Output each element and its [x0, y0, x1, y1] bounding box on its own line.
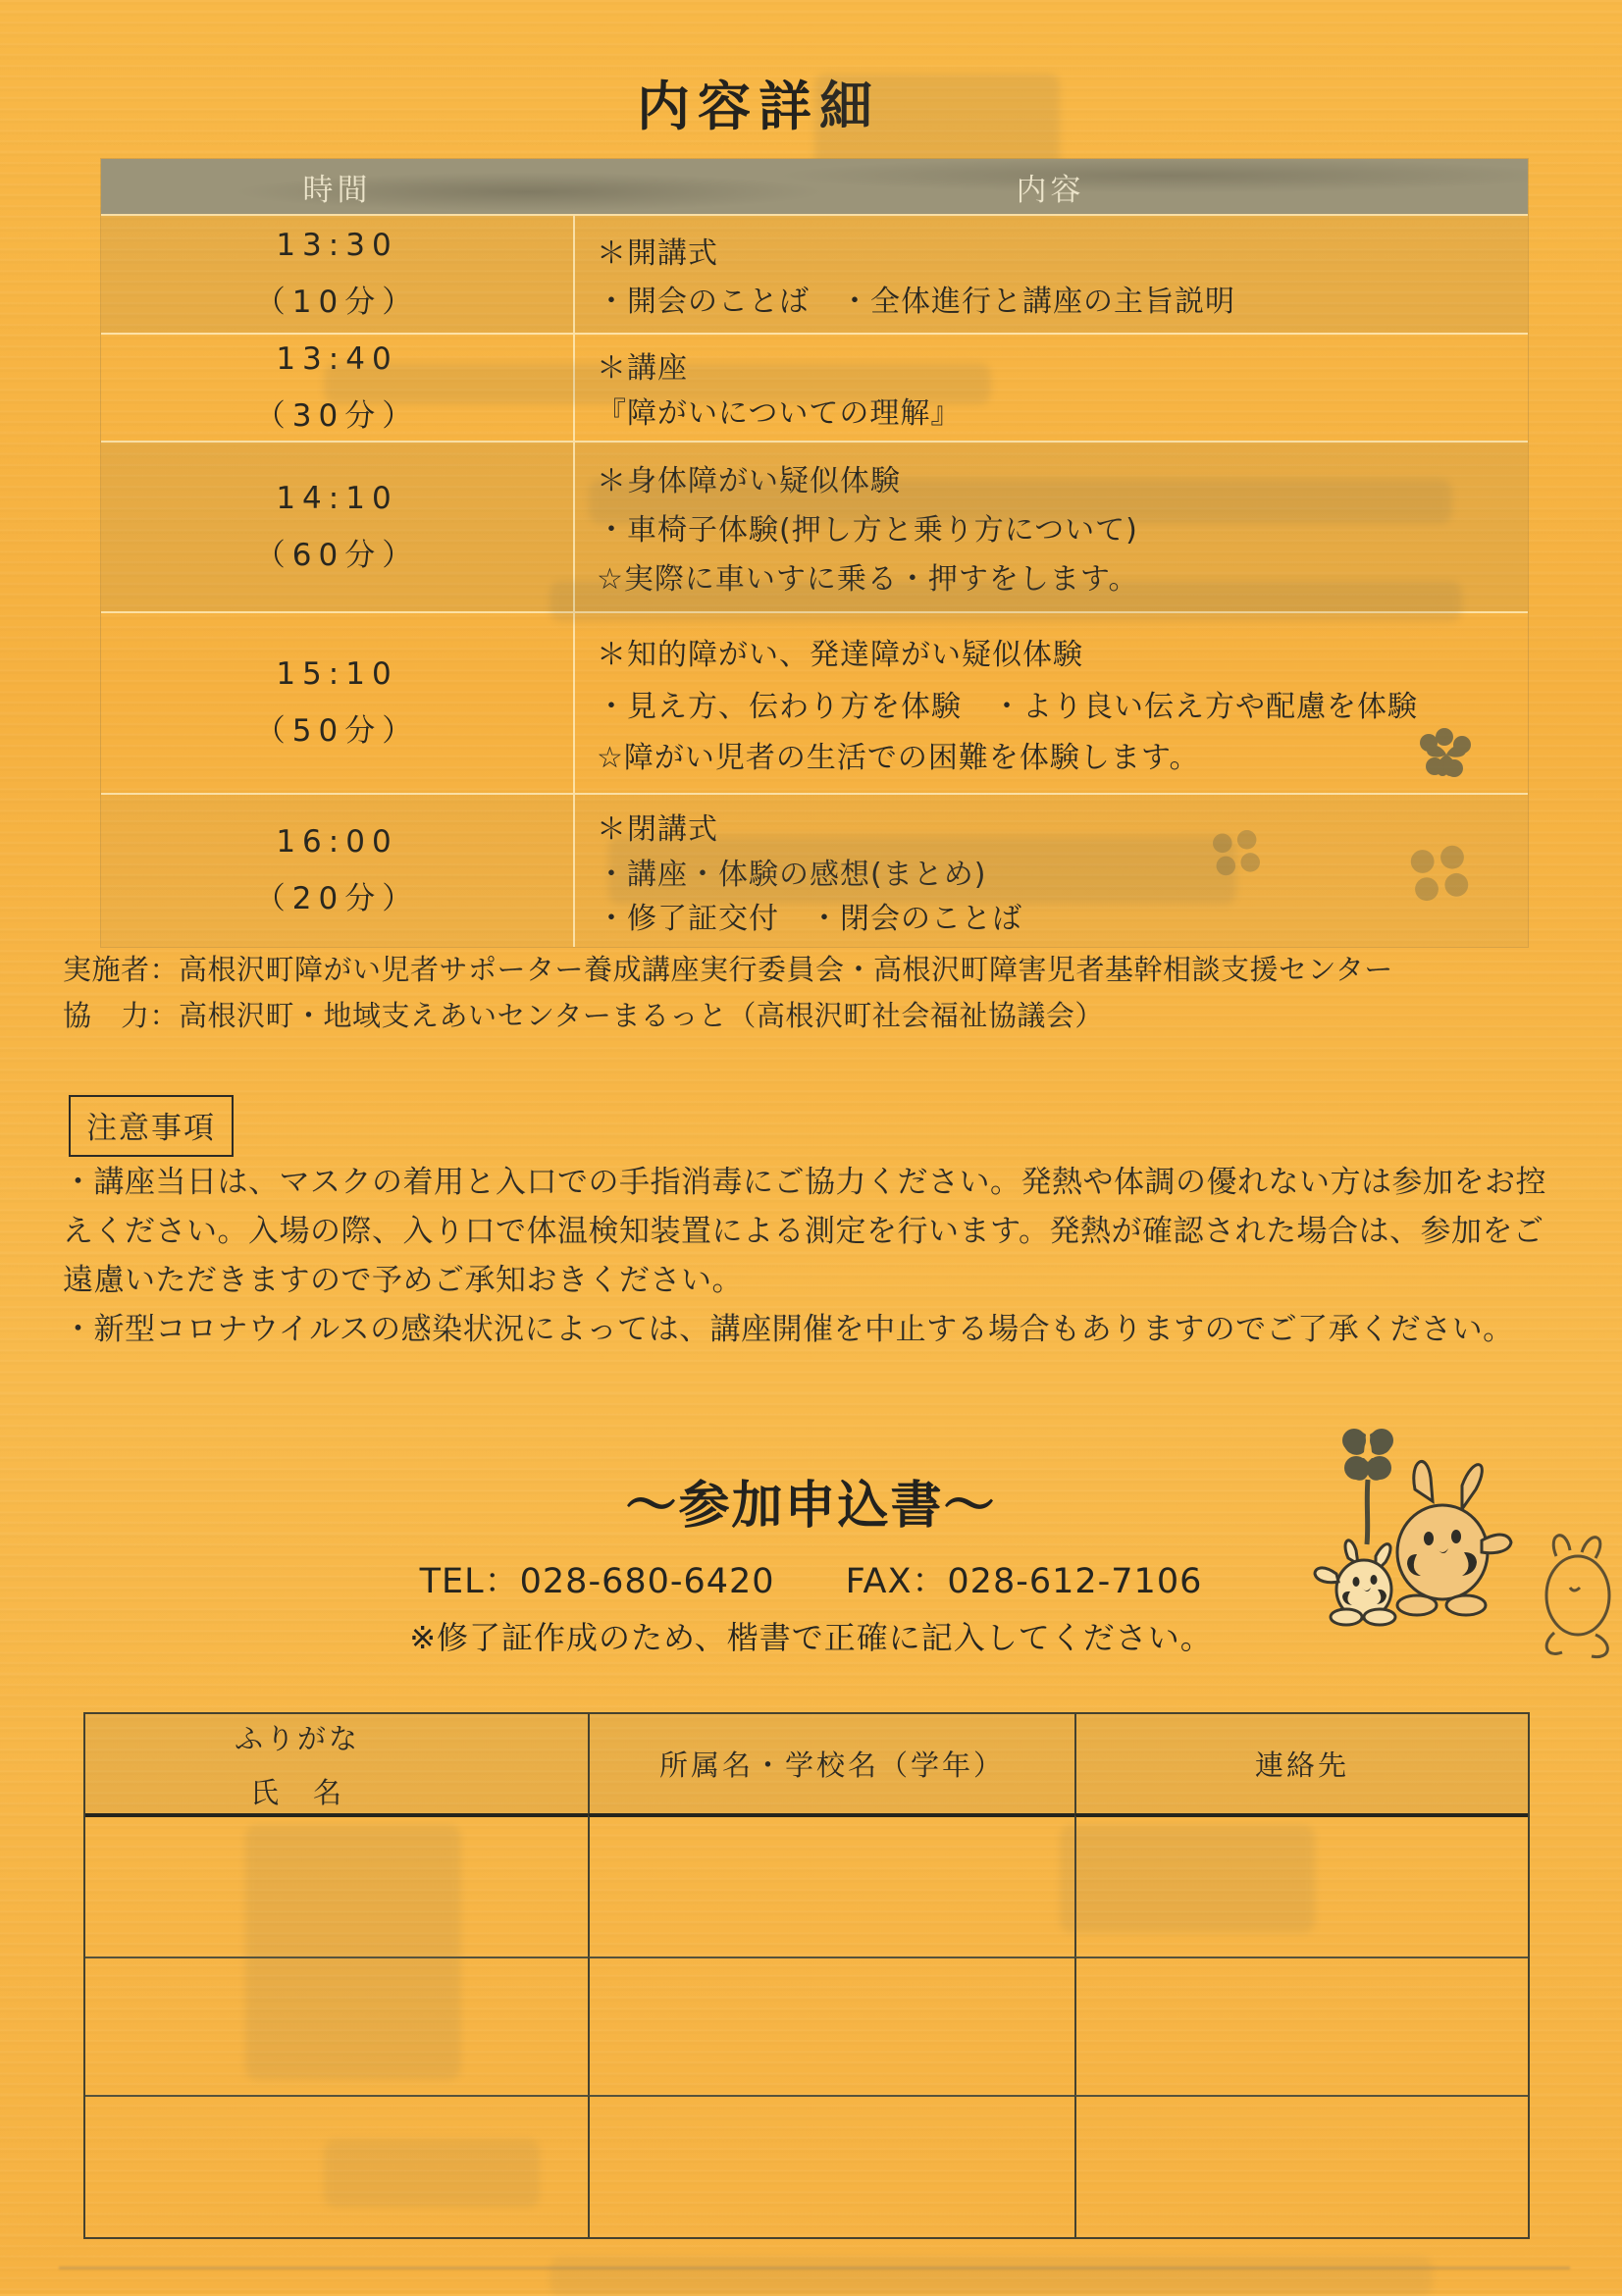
- content-line: ＊知的障がい、発達障がい疑似体験: [597, 637, 1083, 672]
- duration-value: （10分）: [254, 285, 420, 320]
- content-line: ＊開講式: [597, 236, 718, 271]
- note-item: ・講座当日は、マスクの着用と入口での手指消毒にご協力ください。発熱や体調の優れない方は参加をお控えください。入場の際、入り口で体温検知装置による測定を行います。発熱が確認された場合は、参加をご遠慮いただきますので予めご承知おきください。: [63, 1165, 1546, 1298]
- page-title: 内容詳細: [637, 76, 880, 137]
- form-cell-name-1: [85, 1814, 588, 1957]
- schedule-row-1410: [101, 441, 1528, 611]
- content-cell: [573, 335, 1528, 441]
- contact-line: [0, 1554, 1622, 1603]
- organizer-line: 実施者：高根沢町障がい児者サポーター養成講座実行委員会・高根沢町障害児者基幹相談支援センター: [63, 953, 1393, 986]
- form-cell-school-1: [588, 1814, 1074, 1957]
- time-cell: [101, 613, 573, 793]
- form-cell-contact-1: [1074, 1814, 1528, 1957]
- clover-icon: [1411, 721, 1482, 792]
- clover-icon: [1342, 1429, 1393, 1481]
- schedule-row-1330: [101, 214, 1528, 333]
- application-heading: ～参加申込書～: [625, 1477, 997, 1536]
- content-line: ☆障がい児者の生活での困難を体験します。: [597, 741, 1200, 776]
- content-cell: [573, 613, 1528, 793]
- form-cell-contact-3: [1074, 2095, 1528, 2237]
- time-value: 14:10: [276, 480, 398, 516]
- content-line: ＊講座: [597, 351, 688, 387]
- content-line: ☆実際に車いすに乗る・押すをします。: [597, 562, 1139, 597]
- duration-value: （20分）: [254, 881, 420, 916]
- form-header-contact: [1074, 1714, 1528, 1814]
- content-cell: [573, 443, 1528, 611]
- bleedthrough-smudge: [549, 2257, 1433, 2296]
- form-header-name-label: 氏 名: [249, 1775, 344, 1809]
- schedule-row-1600: [101, 793, 1528, 947]
- form-header-furigana-label: ふりがな: [234, 1721, 360, 1755]
- time-value: 13:30: [276, 228, 398, 263]
- form-header-school: [588, 1714, 1074, 1814]
- time-cell: [101, 335, 573, 441]
- form-header-name: [85, 1714, 588, 1814]
- content-line: 『障がいについての理解』: [597, 395, 962, 431]
- clover-icon: [1401, 836, 1478, 913]
- content-line: ・車椅子体験(押し方と乗り方について): [597, 513, 1138, 548]
- form-cell-school-3: [588, 2095, 1074, 2237]
- time-cell: [101, 216, 573, 333]
- form-cell-contact-2: [1074, 1957, 1528, 2095]
- schedule-header-row: [101, 159, 1528, 214]
- content-line: ・開会のことば ・全体進行と講座の主旨説明: [597, 285, 1235, 319]
- time-value: 16:00: [276, 824, 398, 860]
- schedule-header-time: 時間: [302, 172, 372, 208]
- schedule-header-content: 内容: [1016, 172, 1085, 208]
- content-line: ＊閉講式: [597, 811, 718, 847]
- duration-value: （50分）: [254, 713, 420, 749]
- time-value: 13:40: [276, 340, 398, 377]
- form-cell-name-3: [85, 2095, 588, 2237]
- note-item: ・新型コロナウイルスの感染状況によっては、講座開催を中止する場合もありますのでご了承ください。: [63, 1312, 1514, 1347]
- time-value: 15:10: [276, 656, 398, 692]
- tel-number: TEL：028-680-6420: [419, 1562, 775, 1601]
- schedule-row-1340: [101, 333, 1528, 441]
- duration-value: （60分）: [254, 537, 420, 573]
- content-line: ・修了証交付 ・閉会のことば: [597, 902, 1022, 937]
- content-line: ・講座・体験の感想(まとめ): [597, 857, 987, 892]
- form-cell-name-2: [85, 1957, 588, 2095]
- clover-icon: [1205, 822, 1268, 885]
- content-line: ＊身体障がい疑似体験: [597, 464, 901, 498]
- content-cell: [573, 795, 1528, 947]
- scan-streak: [59, 2267, 1570, 2270]
- fax-number: FAX：028-612-7106: [845, 1562, 1203, 1601]
- content-line: ・見え方、伝わり方を体験 ・より良い伝え方や配慮を体験: [597, 689, 1418, 724]
- time-cell: [101, 795, 573, 947]
- schedule-table: [101, 159, 1528, 947]
- content-cell: [573, 216, 1528, 333]
- form-cell-school-2: [588, 1957, 1074, 2095]
- notes-heading: 注意事項: [69, 1095, 234, 1157]
- form-header-school-label: 所属名・学校名（学年）: [658, 1748, 1005, 1782]
- time-cell: [101, 443, 573, 611]
- schedule-row-1510: [101, 611, 1528, 793]
- form-header-contact-label: 連絡先: [1254, 1748, 1349, 1782]
- duration-value: （30分）: [254, 397, 420, 434]
- notes-body: [63, 1158, 1566, 1354]
- cooperation-line: 協 力：高根沢町・地域支えあいセンターまるっと（高根沢町社会福祉協議会）: [63, 999, 1104, 1032]
- application-form-table: [83, 1712, 1530, 2239]
- application-note: ※修了証作成のため、楷書で正確に記入してください。: [409, 1619, 1213, 1656]
